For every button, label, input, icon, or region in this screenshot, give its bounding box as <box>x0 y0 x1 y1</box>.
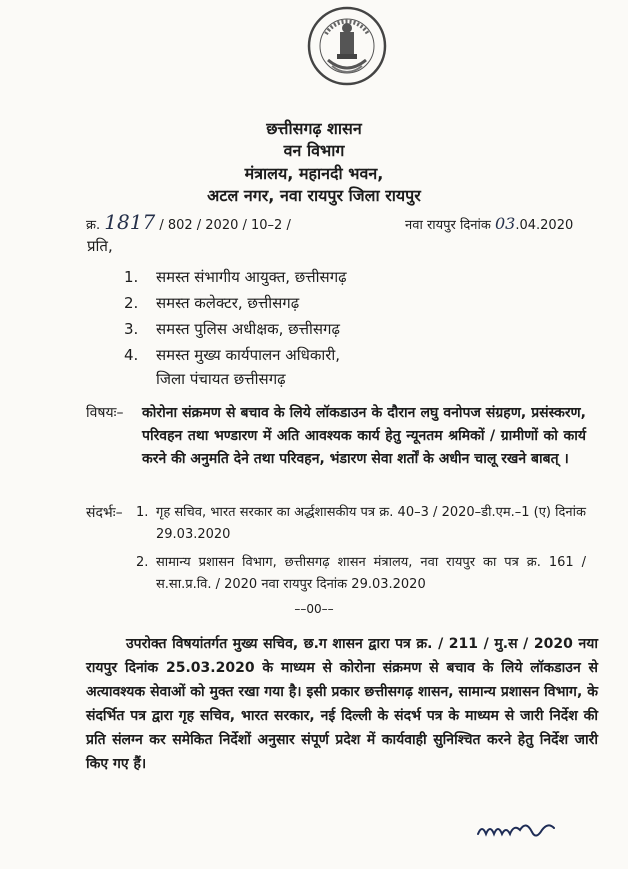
references-label: संदर्भः– <box>86 505 123 521</box>
date-rest: .04.2020 <box>515 218 574 233</box>
office-address-line1: मंत्रालय, महानदी भवन, <box>244 164 384 183</box>
govt-name: छत्तीसगढ़ शासन <box>266 119 362 138</box>
recipient-item <box>124 343 340 367</box>
reference-item <box>136 552 586 596</box>
body-paragraph: उपरोक्त विषयांतर्गत मुख्य सचिव, छ.ग शासन द्वारा पत्र क्र. / 211 / मु.स / 2020 नया रायपुर दिनांक 25.03.2020 के माध्यम से कोरोना संक्रमण से बचाव के लिये लॉकडाउन से अत्यावश्यक सेवाओं को मुक्त रखा गया है। इसी प्रकार छत्तीसगढ़ शासन, सामान्य प्रशासन विभाग, के संदर्भित पत्र द्वारा गृह सचिव, भारत सरकार, नई दिल्ली के संदर्भ पत्र के माध्यम से जारी निर्देश की प्रति संलग्न कर समेकित निर्देशों अनुसार संपूर्ण प्रदेश में कार्यवाही सुनिश्चित करने हेतु निर्देश जारी किए गए हैं। <box>86 636 598 772</box>
reference-item-number: 2. <box>136 555 149 570</box>
reference-item-text: गृह सचिव, भारत सरकार का अर्द्धशासकीय पत्र क्र. 40–3 / 2020–डी.एम.–1 (ए) दिनांक 29.03.2020 <box>156 505 586 542</box>
subject-label: विषयः– <box>86 405 124 421</box>
references-block <box>86 502 586 596</box>
letter-date <box>405 214 573 233</box>
recipient-number: 4. <box>124 346 139 364</box>
recipients-label: प्रति, <box>87 237 113 255</box>
section-separator: ––00–– <box>294 602 334 616</box>
recipient-text: जिला पंचायत छत्तीसगढ़ <box>156 370 286 388</box>
office-address-line2: अटल नगर, नवा रायपुर जिला रायपुर <box>207 186 421 205</box>
reference-suffix: / 802 / 2020 / 10–2 / <box>159 218 291 233</box>
reference-prefix: क्र. <box>86 218 101 233</box>
recipient-text: समस्त कलेक्टर, छत्तीसगढ़ <box>156 294 300 312</box>
recipient-item <box>124 317 340 341</box>
recipient-number: 3. <box>124 320 139 338</box>
recipient-number: 1. <box>124 268 139 286</box>
signature-icon <box>474 816 566 846</box>
reference-number <box>86 210 291 234</box>
reference-item-number: 1. <box>136 505 149 520</box>
date-handwritten-day: 03 <box>494 214 516 233</box>
recipient-text: समस्त मुख्य कार्यपालन अधिकारी, <box>156 346 341 364</box>
recipient-number: 2. <box>124 294 139 312</box>
recipient-item <box>124 265 347 289</box>
chhattisgarh-emblem-icon <box>306 4 388 90</box>
subject-block <box>86 402 586 471</box>
recipient-item <box>124 367 286 391</box>
reference-handwritten-number: 1817 <box>104 210 156 234</box>
subject-text: कोरोना संक्रमण से बचाव के लिये लॉकडाउन के दौरान लघु वनोपज संग्रहण, प्रसंस्करण, परिवहन तथा भण्डारण में अति आवश्यक कार्य हेतु न्यूनतम श्रमिकों / ग्रामीणों को कार्य करने की अनुमति देने तथा परिवहन, भंडारण सेवा शर्तों के अधीन चालू रखने बाबत् । <box>142 405 586 467</box>
reference-item <box>136 502 586 546</box>
recipient-text: समस्त पुलिस अधीक्षक, छत्तीसगढ़ <box>156 320 340 338</box>
recipient-text: समस्त संभागीय आयुक्त, छत्तीसगढ़ <box>156 268 347 286</box>
date-prefix: नवा रायपुर दिनांक <box>405 218 491 233</box>
reference-item-text: सामान्य प्रशासन विभाग, छत्तीसगढ़ शासन मंत्रालय, नवा रायपुर का पत्र क्र. 161 / स.सा.प्र.वि. / 2020 नवा रायपुर दिनांक 29.03.2020 <box>156 555 586 592</box>
recipient-item <box>124 291 299 315</box>
department-name: वन विभाग <box>283 141 345 160</box>
